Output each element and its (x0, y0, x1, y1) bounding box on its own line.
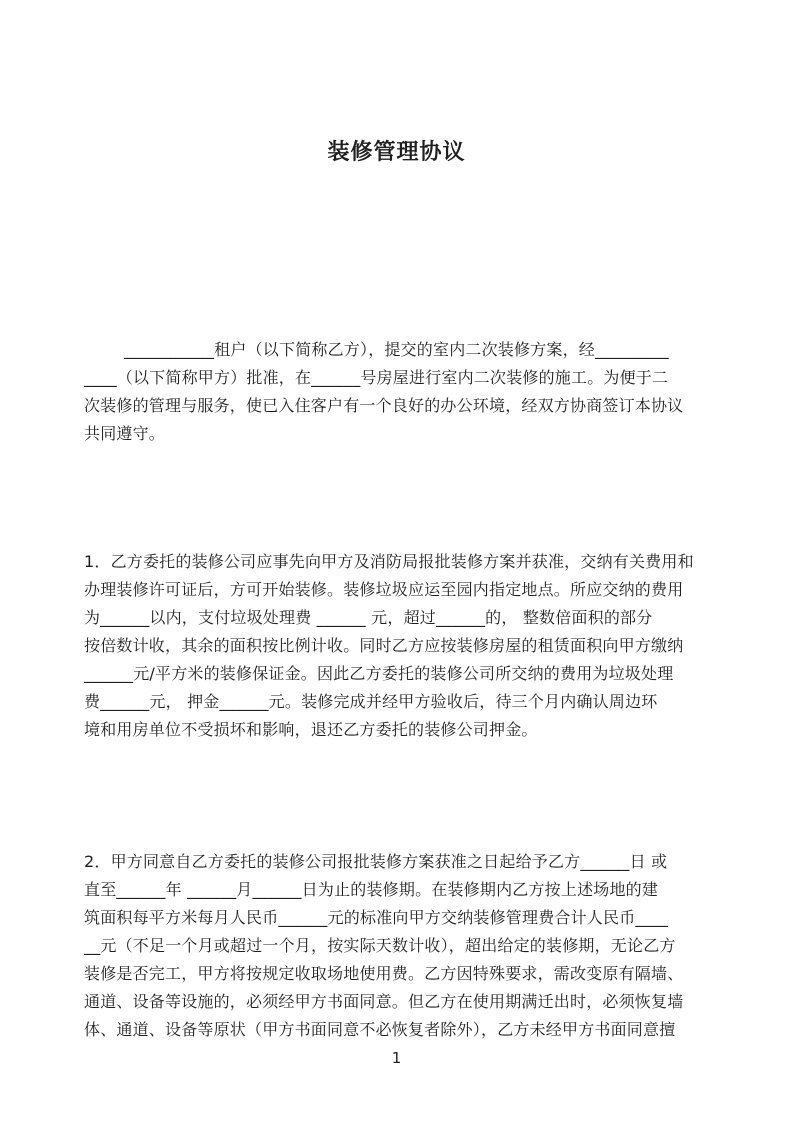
text-line: 境和用房单位不受损坏和影响，退还乙方委托的装修公司押金。 (84, 720, 538, 739)
text-line: 费______元， 押金______元。装修完成并经甲方验收后，待三个月内确认周边环 (84, 692, 658, 711)
text-line: 体、通道、设备等原状（甲方书面同意不必恢复者除外），乙方未经甲方书面同意擅 (84, 1020, 676, 1039)
text-line: 按倍数计收，其余的面积按比例计收。同时乙方应按装修房屋的租赁面积向甲方缴纳 (84, 636, 684, 655)
paragraph-clause-2 (84, 848, 744, 1044)
text-line: ______元/平方米的装修保证金。因此乙方委托的装修公司所交纳的费用为垃圾处理 (84, 664, 674, 683)
text-line: ____（以下简称甲方）批准，在______号房屋进行室内二次装修的施工。为便于二 (84, 368, 669, 387)
text-line: 1．乙方委托的装修公司应事先向甲方及消防局报批装修方案并获准，交纳有关费用和 (84, 552, 694, 571)
paragraph-intro (84, 336, 744, 448)
text-line: __元（不足一个月或超过一个月，按实际天数计收），超出给定的装修期，无论乙方 (84, 936, 676, 955)
text-line: 直至______年 ______月______日为止的装修期。在装修期内乙方按上述场地的建 (84, 880, 659, 899)
paragraph-clause-1 (84, 548, 744, 744)
text-line: 次装修的管理与服务，使已入住客户有一个良好的办公环境，经双方协商签订本协议 (84, 396, 684, 415)
page-number: 1 (391, 1049, 402, 1067)
text-line: 为______以内，支付垃圾处理费 ______ 元，超过______的， 整数倍面积的部分 (84, 608, 653, 627)
text-line: ___________租户（以下简称乙方），提交的室内二次装修方案，经_________ (124, 340, 669, 359)
text-line: 2．甲方同意自乙方委托的装修公司报批装修方案获准之日起给予乙方______日 或 (84, 852, 668, 871)
text-line: 通道、设备等设施的，必须经甲方书面同意。但乙方在使用期满迁出时，必须恢复墙 (84, 992, 684, 1011)
document-title: 装修管理协议 (327, 140, 466, 165)
text-line: 共同遵守。 (84, 424, 166, 443)
text-line: 装修是否完工，甲方将按规定收取场地使用费。乙方因特殊要求，需改变原有隔墙、 (84, 964, 684, 983)
text-line: 办理装修许可证后，方可开始装修。装修垃圾应运至园内指定地点。所应交纳的费用 (84, 580, 684, 599)
text-line: 筑面积每平方米每月人民币______元的标准向甲方交纳装修管理费合计人民币____ (84, 908, 669, 927)
